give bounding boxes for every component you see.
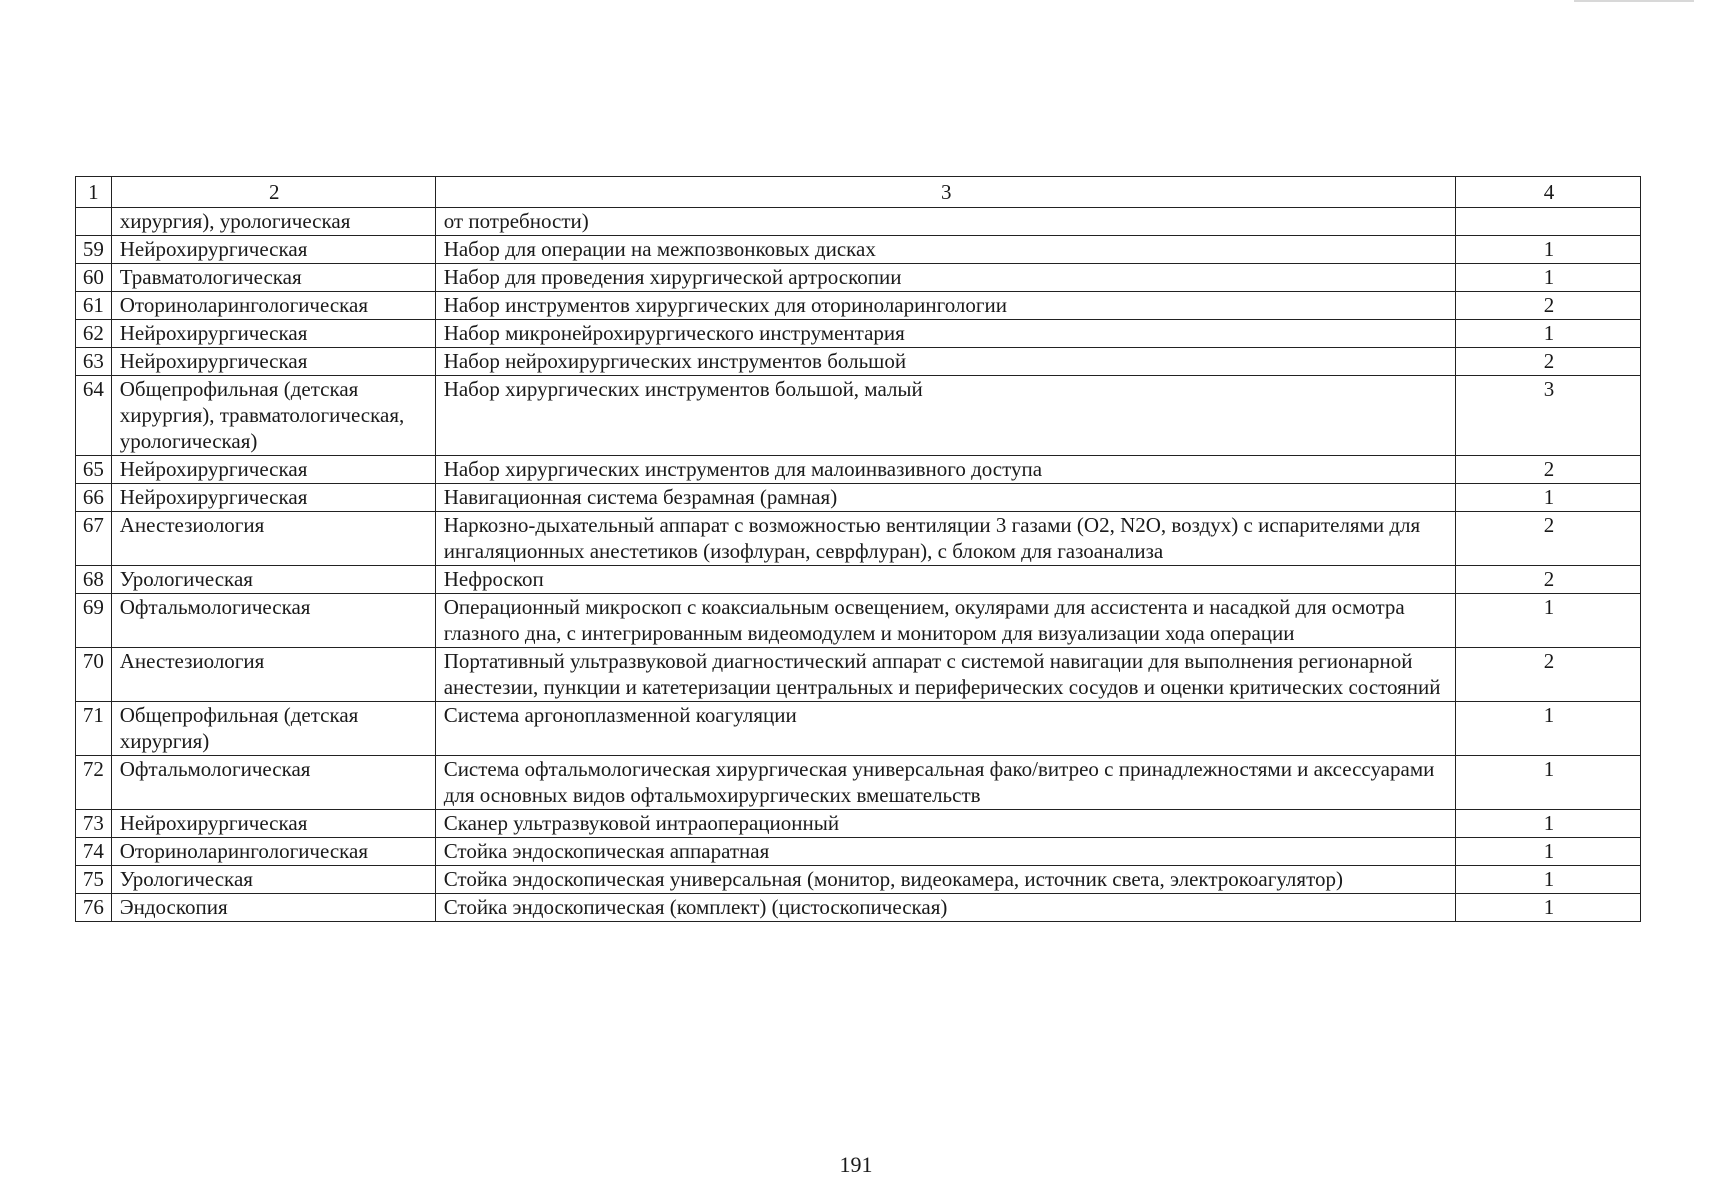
department-cell: Урологическая	[111, 566, 435, 594]
equipment-name-cell: Система офтальмологическая хирургическая универсальная фако/витрео с принадлежностями и аксессуарами для основных видов офтальмохирургических вмешательств	[435, 756, 1455, 810]
quantity-cell: 2	[1455, 648, 1640, 702]
department-cell: Оториноларингологическая	[111, 292, 435, 320]
row-number-cell: 72	[76, 756, 112, 810]
scan-edge-mark	[1574, 0, 1694, 2]
department-cell: Эндоскопия	[111, 894, 435, 922]
equipment-name-cell: Система аргоноплазменной коагуляции	[435, 702, 1455, 756]
table-row	[76, 594, 1641, 648]
table-row	[76, 648, 1641, 702]
quantity-cell: 1	[1455, 702, 1640, 756]
department-cell: Анестезиология	[111, 648, 435, 702]
equipment-name-cell: Набор для проведения хирургической артроскопии	[435, 264, 1455, 292]
table-row	[76, 484, 1641, 512]
department-cell: Общепрофильная (детская хирургия)	[111, 702, 435, 756]
quantity-cell: 2	[1455, 348, 1640, 376]
department-cell: Урологическая	[111, 866, 435, 894]
table-row	[76, 566, 1641, 594]
table-row	[76, 208, 1641, 236]
quantity-cell: 1	[1455, 838, 1640, 866]
quantity-cell	[1455, 208, 1640, 236]
quantity-cell: 1	[1455, 894, 1640, 922]
quantity-cell: 2	[1455, 566, 1640, 594]
table-row	[76, 866, 1641, 894]
table-row	[76, 292, 1641, 320]
row-number-cell: 59	[76, 236, 112, 264]
equipment-name-cell: от потребности)	[435, 208, 1455, 236]
row-number-cell: 66	[76, 484, 112, 512]
equipment-name-cell: Набор микронейрохирургического инструментария	[435, 320, 1455, 348]
equipment-name-cell: Наркозно-дыхательный аппарат с возможностью вентиляции 3 газами (O2, N2O, воздух) с испарителями для ингаляционных анестетиков (изофлуран, севрфлуран), с блоком для газоанализа	[435, 512, 1455, 566]
quantity-cell: 2	[1455, 456, 1640, 484]
equipment-name-cell: Стойка эндоскопическая (комплект) (цистоскопическая)	[435, 894, 1455, 922]
equipment-name-cell: Набор хирургических инструментов большой, малый	[435, 376, 1455, 456]
equipment-name-cell: Набор инструментов хирургических для оториноларингологии	[435, 292, 1455, 320]
row-number-cell: 62	[76, 320, 112, 348]
table-row	[76, 320, 1641, 348]
equipment-table	[75, 176, 1641, 922]
row-number-cell: 65	[76, 456, 112, 484]
equipment-name-cell: Набор для операции на межпозвонковых дисках	[435, 236, 1455, 264]
equipment-name-cell: Стойка эндоскопическая универсальная (монитор, видеокамера, источник света, электрокоагулятор)	[435, 866, 1455, 894]
quantity-cell: 1	[1455, 756, 1640, 810]
department-cell: Травматологическая	[111, 264, 435, 292]
page-number: 191	[839, 1152, 873, 1177]
header-cell-3: 3	[435, 177, 1455, 208]
header-cell-2: 2	[111, 177, 435, 208]
equipment-name-cell: Набор хирургических инструментов для малоинвазивного доступа	[435, 456, 1455, 484]
quantity-cell: 1	[1455, 866, 1640, 894]
table-row	[76, 512, 1641, 566]
row-number-cell: 61	[76, 292, 112, 320]
equipment-name-cell: Нефроскоп	[435, 566, 1455, 594]
department-cell: Офтальмологическая	[111, 594, 435, 648]
department-cell: Нейрохирургическая	[111, 236, 435, 264]
row-number-cell: 73	[76, 810, 112, 838]
quantity-cell: 1	[1455, 810, 1640, 838]
table-row	[76, 810, 1641, 838]
equipment-name-cell: Набор нейрохирургических инструментов большой	[435, 348, 1455, 376]
department-cell: Оториноларингологическая	[111, 838, 435, 866]
row-number-cell: 76	[76, 894, 112, 922]
row-number-cell: 60	[76, 264, 112, 292]
table-row	[76, 894, 1641, 922]
quantity-cell: 3	[1455, 376, 1640, 456]
table-row	[76, 838, 1641, 866]
row-number-cell: 71	[76, 702, 112, 756]
table-row	[76, 702, 1641, 756]
department-cell: Офтальмологическая	[111, 756, 435, 810]
row-number-cell: 74	[76, 838, 112, 866]
header-cell-1: 1	[76, 177, 112, 208]
quantity-cell: 1	[1455, 320, 1640, 348]
quantity-cell: 2	[1455, 512, 1640, 566]
row-number-cell: 64	[76, 376, 112, 456]
row-number-cell: 67	[76, 512, 112, 566]
department-cell: Нейрохирургическая	[111, 320, 435, 348]
row-number-cell: 69	[76, 594, 112, 648]
quantity-cell: 2	[1455, 292, 1640, 320]
table-row	[76, 236, 1641, 264]
equipment-name-cell: Операционный микроскоп с коаксиальным освещением, окулярами для ассистента и насадкой для осмотра глазного дна, с интегрированным видеомодулем и монитором для визуализации хода операции	[435, 594, 1455, 648]
department-cell: Нейрохирургическая	[111, 810, 435, 838]
department-cell: Общепрофильная (детская хирургия), травматологическая, урологическая)	[111, 376, 435, 456]
row-number-cell: 68	[76, 566, 112, 594]
table-row	[76, 376, 1641, 456]
quantity-cell: 1	[1455, 236, 1640, 264]
quantity-cell: 1	[1455, 484, 1640, 512]
row-number-cell: 75	[76, 866, 112, 894]
row-number-cell: 70	[76, 648, 112, 702]
department-cell: Нейрохирургическая	[111, 484, 435, 512]
department-cell: хирургия), урологическая	[111, 208, 435, 236]
table-row	[76, 264, 1641, 292]
equipment-name-cell: Сканер ультразвуковой интраоперационный	[435, 810, 1455, 838]
department-cell: Нейрохирургическая	[111, 456, 435, 484]
equipment-name-cell: Навигационная система безрамная (рамная)	[435, 484, 1455, 512]
department-cell: Анестезиология	[111, 512, 435, 566]
row-number-cell: 63	[76, 348, 112, 376]
table-header-row	[76, 177, 1641, 208]
quantity-cell: 1	[1455, 264, 1640, 292]
table-row	[76, 456, 1641, 484]
row-number-cell	[76, 208, 112, 236]
equipment-name-cell: Стойка эндоскопическая аппаратная	[435, 838, 1455, 866]
quantity-cell: 1	[1455, 594, 1640, 648]
equipment-name-cell: Портативный ультразвуковой диагностический аппарат с системой навигации для выполнения регионарной анестезии, пункции и катетеризации центральных и периферических сосудов и оценки критических состояний	[435, 648, 1455, 702]
table-row	[76, 348, 1641, 376]
table-row	[76, 756, 1641, 810]
department-cell: Нейрохирургическая	[111, 348, 435, 376]
header-cell-4: 4	[1455, 177, 1640, 208]
